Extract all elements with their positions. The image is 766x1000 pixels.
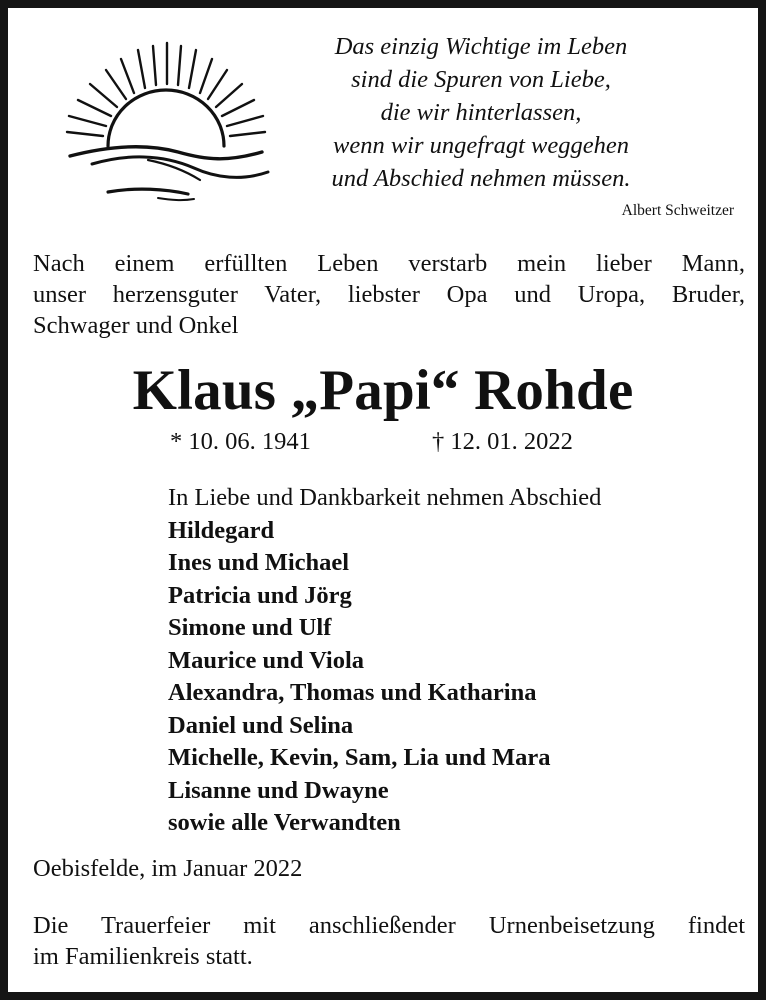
mourner-name: Alexandra, Thomas und Katharina (168, 679, 537, 706)
mourner-name: sowie alle Verwandten (168, 809, 401, 836)
mourner-name: Lisanne und Dwayne (168, 776, 389, 804)
funeral-notice (33, 910, 745, 972)
sunset-over-hills-icon (56, 36, 276, 211)
mourner-name: Daniel und Selina (168, 711, 354, 739)
intro-line: Nach einem erfüllten Leben verstarb mein lieber Mann, (33, 250, 745, 277)
mourner-name: Hildegard (168, 516, 275, 544)
mourners-list (168, 482, 748, 840)
quote-author: Albert Schweitzer (621, 202, 734, 219)
quote (276, 30, 686, 195)
quote-line: und Abschied nehmen müssen. (331, 165, 631, 192)
quote-line: die wir hinterlassen, (380, 99, 582, 126)
quote-line: wenn wir ungefragt weggehen (332, 132, 629, 159)
mourner-name: Maurice und Viola (168, 646, 365, 674)
mourner-name: Simone und Ulf (168, 614, 332, 641)
mourner-name: Ines und Michael (168, 549, 350, 576)
birth-date: * 10. 06. 1941 (170, 428, 311, 455)
intro-text (33, 248, 745, 341)
death-date: † 12. 01. 2022 (432, 428, 573, 455)
mourner-name: Patricia und Jörg (168, 581, 352, 609)
mourners-intro: In Liebe und Dankbarkeit nehmen Abschied (168, 484, 602, 511)
quote-line: sind die Spuren von Liebe, (351, 66, 611, 93)
mourner-name: Michelle, Kevin, Sam, Lia und Mara (168, 744, 551, 771)
intro-line: Schwager und Onkel (33, 312, 239, 339)
deceased-name: Klaus „Papi“ Rohde (132, 359, 634, 422)
funeral-line: im Familienkreis statt. (33, 943, 253, 970)
intro-line: unser herzensguter Vater, liebster Opa und Uropa, Bruder, (33, 281, 745, 308)
funeral-line: Die Trauerfeier mit anschließender Urnenbeisetzung findet (33, 912, 745, 939)
place-date: Oebisfelde, im Januar 2022 (33, 855, 303, 882)
quote-line: Das einzig Wichtige im Leben (334, 33, 628, 60)
